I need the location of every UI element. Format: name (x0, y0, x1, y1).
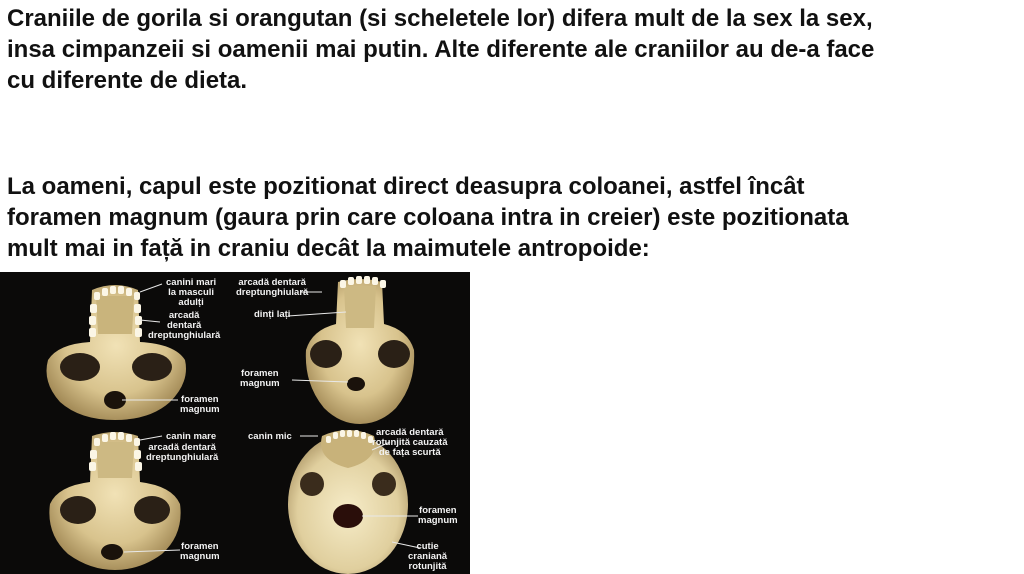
label-human-arch: arcadă dentară rotunjită cauzată de fața scurtă (372, 427, 448, 458)
text-line: La oameni, capul este pozitionat direct deasupra coloanei, astfel încât (7, 173, 805, 200)
label-human-cranium: cutie craniană rotunjită (408, 541, 448, 572)
label-human-canine: canin mic (248, 431, 292, 442)
label-orangutan-teeth: dinți lați (254, 309, 291, 320)
label-gorilla-canines: canini mari la masculi adulți (166, 277, 217, 308)
text-line: Craniile de gorila si orangutan (si scheletele lor) difera mult de la sex la sex, (7, 5, 873, 32)
skull-comparison-figure (0, 272, 470, 574)
label-orangutan-foramen: foramen magnum (240, 368, 280, 389)
label-gorilla-foramen: foramen magnum (180, 394, 220, 415)
label-orangutan-arch: arcadă dentară dreptunghiulară (236, 277, 309, 298)
skulls-illustration (0, 272, 470, 574)
label-chimp-foramen: foramen magnum (180, 541, 220, 562)
label-chimp-canine: canin mare (166, 431, 217, 442)
text-line: insa cimpanzeii si oamenii mai putin. Alte diferente ale craniilor au de-a face (7, 36, 875, 63)
label-human-foramen: foramen magnum (418, 505, 458, 526)
text-line: mult mai in față in craniu decât la maimutele antropoide: (7, 235, 650, 262)
label-chimp-arch: arcadă dentară dreptunghiulară (146, 442, 219, 463)
orangutan-skull (306, 276, 414, 424)
label-gorilla-arch: arcadă dentară dreptunghiulară (148, 310, 221, 341)
text-line: foramen magnum (gaura prin care coloana intra in creier) este pozitionata (7, 204, 849, 231)
paragraph-foramen-magnum (7, 171, 849, 264)
text-line: cu diferente de dieta. (7, 67, 248, 94)
paragraph-sexual-dimorphism (7, 3, 874, 96)
